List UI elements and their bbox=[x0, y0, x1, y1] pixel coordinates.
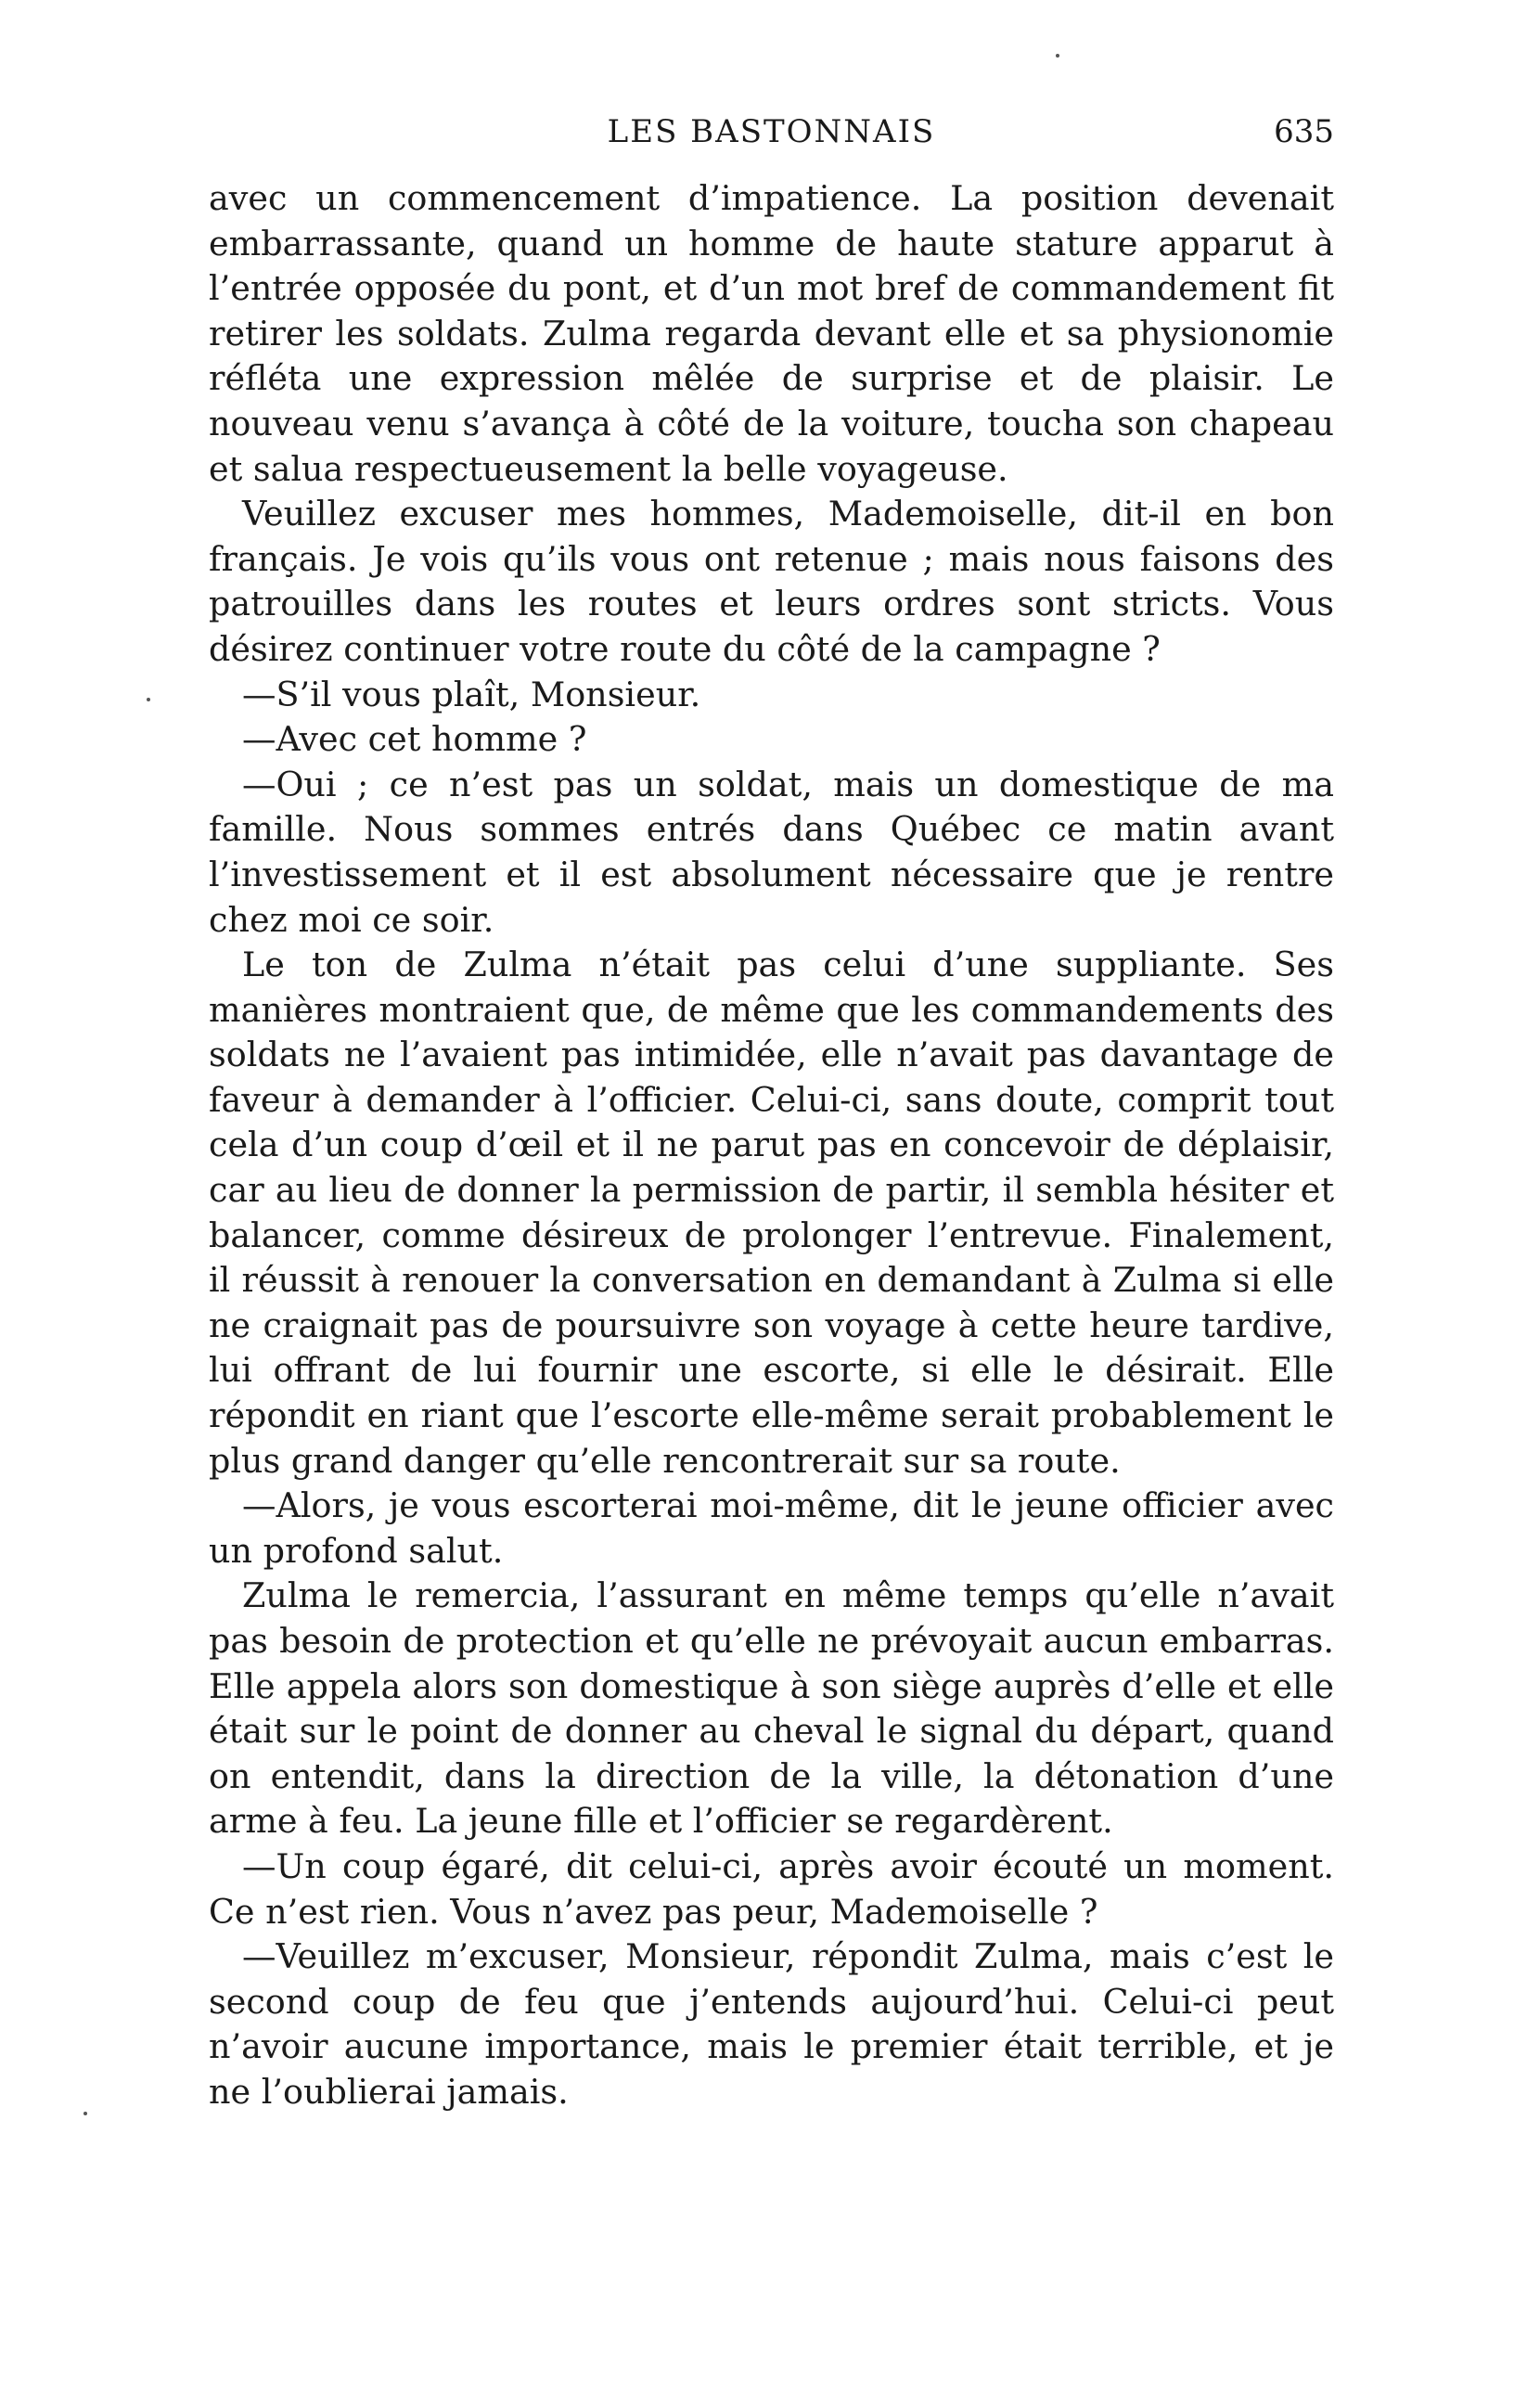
scan-speck bbox=[147, 698, 150, 701]
paragraph: —Alors, je vous escorterai moi-même, dit le jeune officier avec un profond salut. bbox=[209, 1485, 1334, 1571]
paragraph: —Un coup égaré, dit celui-ci, après avoir écouté un moment. Ce n’est rien. Vous n’avez pas peur, Mademoiselle ? bbox=[209, 1845, 1334, 1932]
paragraph: —Veuillez m’excuser, Monsieur, répondit Zulma, mais c’est le second coup de feu que j’entends aujourd’hui. Celui-ci peut n’avoir aucune importance, mais le premier était terrible, et je ne l’oublierai jamais. bbox=[209, 1936, 1334, 2112]
paragraph: —S’il vous plaît, Monsieur. bbox=[242, 674, 701, 714]
paragraph: avec un commencement d’impatience. La position devenait embarrassante, quand un homme de haute stature apparut à l’entrée opposée du pont, et d’un mot bref de commandement fit retirer les soldats. Zulma regarda devant elle et sa physionomie réfléta une expression mêlée de surprise et de plaisir. Le nouveau venu s’avança à côté de la voiture, toucha son chapeau et salua respectueusement la belle voyageuse. bbox=[209, 178, 1334, 489]
running-title: LES BASTONNAIS bbox=[607, 113, 936, 150]
scan-speck bbox=[83, 2112, 87, 2115]
body-text bbox=[209, 176, 1334, 2115]
scan-speck bbox=[1056, 54, 1059, 58]
paragraph: Veuillez excuser mes hommes, Mademoiselle, dit-il en bon français. Je vois qu’ils vous ont retenue ; mais nous faisons des patrouilles dans les routes et leurs ordres sont stricts. Vous désirez continuer votre route du côté de la campagne ? bbox=[209, 494, 1334, 669]
page-number: 635 bbox=[1274, 113, 1334, 150]
paragraph: —Oui ; ce n’est pas un soldat, mais un domestique de ma famille. Nous sommes entrés dans Québec ce matin avant l’investissement et il est absolument nécessaire que je rentre chez moi ce soir. bbox=[209, 764, 1334, 940]
paragraph: —Avec cet homme ? bbox=[242, 719, 587, 760]
paragraph: Zulma le remercia, l’assurant en même temps qu’elle n’avait pas besoin de protection et qu’elle ne prévoyait aucun embarras. Elle appela alors son domestique à son siège auprès d’elle et elle était sur le point de donner au cheval le signal du départ, quand on entendit, dans la direction de la ville, la détonation d’une arme à feu. La jeune fille et l’officier se regardèrent. bbox=[209, 1575, 1334, 1842]
running-head bbox=[209, 104, 1334, 160]
paragraph: Le ton de Zulma n’était pas celui d’une suppliante. Ses manières montraient que, de même que les commandements des soldats ne l’avaient pas intimidée, elle n’avait pas davantage de faveur à demander à l’officier. Celui-ci, sans doute, comprit tout cela d’un coup d’œil et il ne parut pas en concevoir de déplaisir, car au lieu de donner la permission de partir, il sembla hésiter et balancer, comme désireux de prolonger l’entrevue. Finalement, il réussit à renouer la conversation en demandant à Zulma si elle ne craignait pas de poursuivre son voyage à cette heure tardive, lui offrant de lui fournir une escorte, si elle le désirait. Elle répondit en riant que l’escorte elle-même serait probablement le plus grand danger qu’elle rencontrerait sur sa route. bbox=[209, 944, 1334, 1481]
